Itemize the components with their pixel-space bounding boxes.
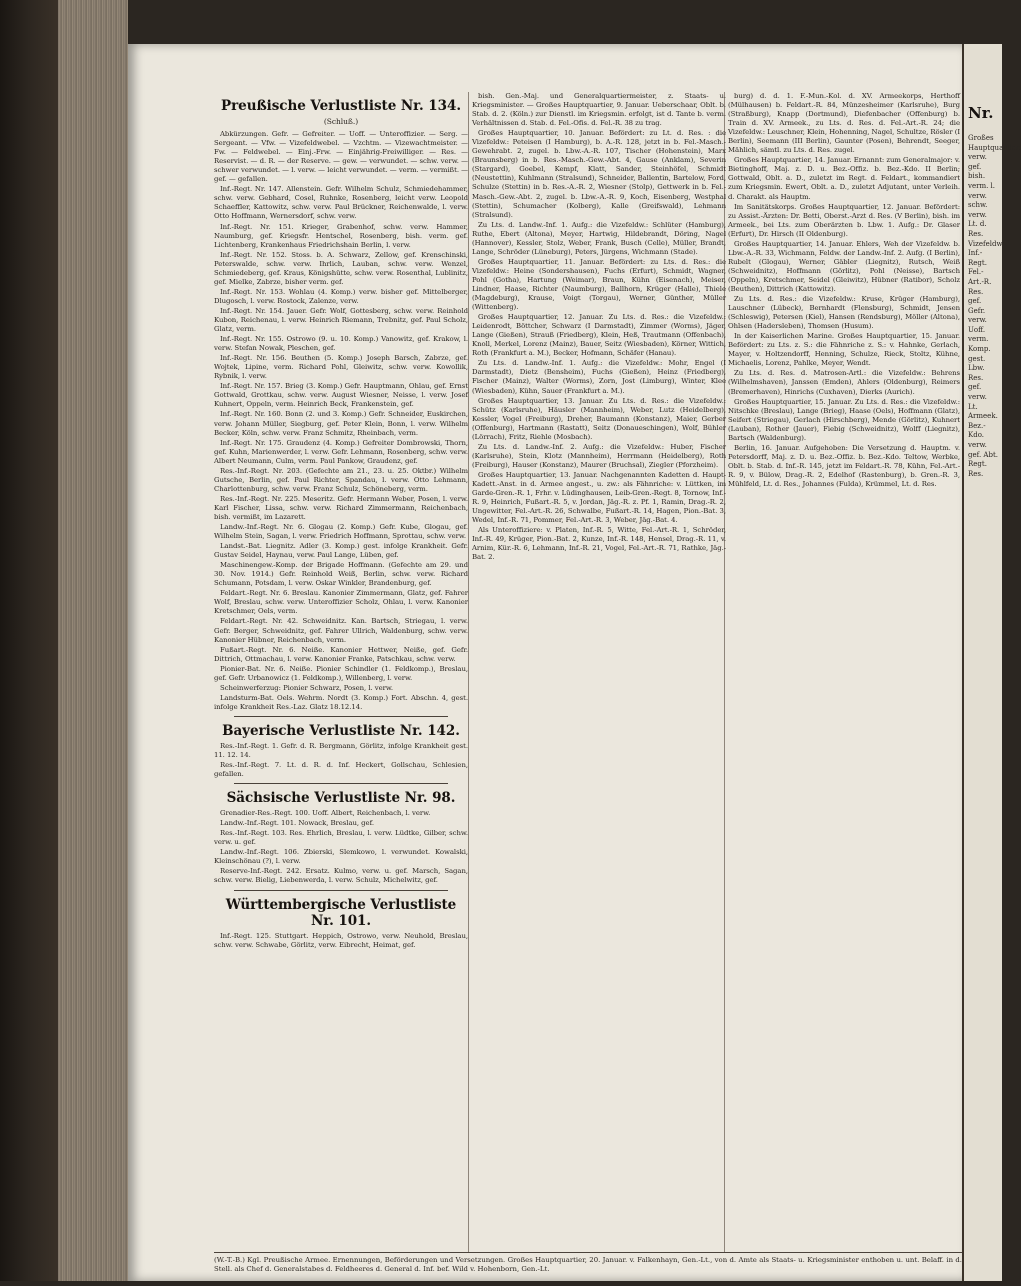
page-stack-edge — [58, 0, 128, 1281]
book-spine — [0, 0, 58, 1281]
list-item: Als Unteroffiziere: v. Platen, Inf.-R. 5, Witte, Fel.-Art.-R. 1, Schröder, Inf.-R. 49, Krüger, Pion.-Bat. 2, Kunze, Inf.-R. 148, Hensel, Drag.-R. 11, v. Arnim, Kür.-R. 6, Lehmann, Inf.-R. 21, Vogel, Fel.-Art.-R. 71, Rathke, Jäg.-Bat. 2. — [472, 526, 726, 562]
list-item: Inf.-Regt. 125. Stuttgart. Heppich, Ostrowo, verw. Neuhold, Breslau, schw. verw. Schwabe, Görlitz, verw. Eibrecht, Heimat, gef. — [214, 931, 468, 949]
column-middle — [472, 92, 726, 1242]
list-item: Großes Hauptquartier, 10. Januar. Befördert: zu Lt. d. Res. : die Vizefeldw.: Peteisen (I Hamburg), b. A.-R. 128, jetzt in b. Fel.-Masch.-Gewehrabt. 2, zugel. b. Lbw.-A.-R. 107, Tischer (Hohenstein), Marx (Braunsberg) in b. Res.-Masch.-Gew.-Abt. 4, Gause (Anklam), Severin (Stargard), Goebel, Kempf, Klatt, Sander, Steinhöfel, Schmidt (Neustettin), Kuhlmann (Stralsund), Schneider, Ballentin, Bartelow, Ford, Schulze (Stettin) in b. Res.-A.-R. 2, Wiesner (Stolp), Gettwerk in b. Fel.-Masch.-Gew.-Abt. 2, zugel. b. Lbw.-A.-R. 9, Koch, Eisenberg, Westphal (Stettin), Schumacher (Kolberg), Kalle (Greifswald), Lehmann (Stralsund). — [472, 129, 726, 219]
list-item: In der Kaiserlichen Marine. Großes Hauptquartier, 15. Januar. Befördert: zu Lts. z. S.: die Fähnriche z. S.: v. Hahnke, Gerlach, Mayer, v. Holtzendorff, Henning, Schulze, Rieck, Stoltz, Kühne, Michaelis, Lorenz, Pahlke, Meyer, Wendt. — [728, 332, 960, 368]
next-page-title: Nr. — [968, 104, 994, 122]
list-item: Zu Lts. d. Res. d. Matrosen-Artl.: die Vizefeldw.: Behrens (Wilhelmshaven), Janssen (Emden), Ahlers (Oldenburg), Reimers (Bremerhaven), Hinrichs (Cuxhaven), Dierks (Aurich). — [728, 369, 960, 396]
list-item: Inf.-Regt. Nr. 157. Brieg (3. Komp.) Gefr. Hauptmann, Ohlau, gef. Ernst Gottwald, Grottkau, schw. verw. August Wiesner, Neisse, l. verw. Josef Kuhnert, Oppeln, verm. Heinrich Beck, Frankenstein, gef. — [214, 382, 468, 409]
list-item: Res.-Inf.-Regt. Nr. 225. Meseritz. Gefr. Hermann Weber, Posen, l. verw. Karl Fischer, Lissa, schw. verw. Richard Zimmermann, Reichenbach, bish. vermißt, im Lazarett. — [214, 494, 468, 521]
list-item: Landw.-Inf.-Regt. Nr. 6. Glogau (2. Komp.) Gefr. Kube, Glogau, gef. Wilhelm Stein, Sagan, l. verw. Friedrich Hoffmann, Sprottau, schw. verw. — [214, 523, 468, 541]
list-item: Res.-Inf.-Regt. 1. Gefr. d. R. Bergmann, Görlitz, infolge Krankheit gest. 11. 12. 14. — [214, 741, 468, 759]
list-item: Reserve-Inf.-Regt. 242. Ersatz. Kulmo, verw. u. gef. Marsch, Sagan, schw. verw. Bielig, Liebenwerda, l. verw. Schulz, Michelwitz, gef. — [214, 867, 468, 885]
column-divider — [468, 92, 469, 1252]
list-item: Berlin, 16. Januar. Aufgehoben: Die Versetzung d. Hauptm. v. Petersdorff, Maj. z. D. u. Bez.-Offiz. b. Bez.-Kdo. Teltow, Werbke, Oblt. b. Stab. d. Inf.-R. 145, jetzt im Feldart.-R. 78, Kühn, Fel.-Art.-R. 9, v. Bülow, Drag.-R. 2, Edelhof (Rastenburg), b. Gren.-R. 3, Mühlfeld, Lt. d. Res., Johannes (Fulda), Krümmel, Lt. d. Res. — [728, 443, 960, 488]
list-item: Zu Lts. d. Landw.-Inf. 2. Aufg.: die Vizefeldw.: Huber, Fischer (Karlsruhe), Stein, Klotz (Mannheim), Herrmann (Heidelberg), Roth (Freiburg), Hauser (Konstanz), Maurer (Bruchsal), Ziegler (Pforzheim). — [472, 442, 726, 469]
title-prussian-134: Preußische Verlustliste Nr. 134. — [221, 98, 461, 114]
section-rule — [234, 716, 448, 717]
list-item: burg) d. d. 1. F.-Mun.-Kol. d. XV. Armeekorps, Herthoff (Mülhausen) b. Feldart.-R. 84, Münzesheimer (Karlsruhe), Burg (Straßburg), Knapp (Dortmund), Diefenbacher (Offenburg) b. Train d. XV. Armeek., zu Lts. d. Res. d. Fel.-Art.-R. 24; die Vizefeldw.: Leuschner, Klein, Hohenning, Nagel, Schultze, Rösler (I Berlin), Seemann (III Berlin), Gaunter (Posen), Behrendt, Seeger, Mählich, sämtl. zu Lts. d. Res. zugel. — [728, 92, 961, 155]
list-item: Res.-Inf.-Regt. 7. Lt. d. R. d. Inf. Heckert, Gollschau, Schlesien, gefallen. — [214, 761, 468, 779]
list-item: Großes Hauptquartier, 14. Januar. Ehlers, Weh der Vizefeldw. b. Lbw.-A.-R. 33, Wichmann, Feldw. der Landw.-Inf. 2. Aufg. (I Berlin), Rubelt (Glogau), Werner, Gäbler (Liegnitz), Rutsch, Weiß (Schweidnitz), Hoffmann (Görlitz), Pohl (Neisse), Bartsch (Oppeln), Kretschmer, Seidel (Gleiwitz), Hübner (Ratibor), Scholz (Beuthen), Dittrich (Kattowitz). — [728, 239, 960, 293]
list-item: Inf.-Regt. Nr. 155. Ostrowo (9. u. 10. Komp.) Vanowitz, gef. Krakow, l. verw. Stefan Nowak, Pleschen, gef. — [214, 335, 468, 353]
list-item: Landw.-Inf.-Regt. 101. Nowack, Breslau, gef. — [220, 819, 374, 828]
newspaper-page — [128, 44, 962, 1281]
list-item: Feldart.-Regt. Nr. 6. Breslau. Kanonier Zimmermann, Glatz, gef. Fahrer Wolf, Breslau, schw. verw. Unteroffizier Scholz, Ohlau, l. verw. Kanonier Kretschmer, Oels, verm. — [214, 589, 468, 616]
list-item: Zu Lts. d. Res.: die Vizefeldw.: Kruse, Krüger (Hamburg), Lauschner (Lübeck), Bernhardt (Flensburg), Schmidt, Jensen (Schleswig), Petersen (Kiel), Hansen (Rendsburg), Möller (Altona), Ohlsen (Hadersleben), Thomsen (Husum). — [728, 295, 960, 331]
list-item: Landst.-Bat. Liegnitz. Adler (3. Komp.) gest. infolge Krankheit. Gefr. Gustav Seidel, Haynau, verw. Paul Lange, Lüben, gef. — [214, 542, 468, 560]
list-item: Fußart.-Regt. Nr. 6. Neiße. Kanonier Hettwer, Neiße, gef. Gefr. Dittrich, Ottmachau, l. verw. Kanonier Franke, Patschkau, schw. verw. — [214, 645, 468, 663]
list-item: Inf.-Regt. Nr. 153. Wohlau (4. Komp.) verw. bisher gef. Mittelberger, Dlugosch, l. verw. Rostock, Zalenze, verw. — [214, 287, 468, 305]
list-item: Abkürzungen. Gefr. — Gefreiter. — Uoff. — Unteroffizier. — Serg. — Sergeant. — Vfw. — Vizefeldwebel. — Vzchtm. — Vizewachtmeister. — Fw. — Feldwebel. — Einj.-Frw. — Einjährig-Freiwilliger. — Res. — Reservist. — d. R. — der Reserve. — gew. — verwundet. — schw. verw. — schwer verwundet. — l. verw. — leicht verwundet. — verm. — vermißt. — gef. — gefallen. — [214, 130, 468, 184]
list-item: Scheinwerferzug: Pionier Schwarz, Posen, l. verw. — [220, 683, 394, 692]
section-rule — [234, 890, 448, 891]
list-item: Großes Hauptquartier, 13. Januar. Zu Lts. d. Res.: die Vizefeldw.: Schütz (Karlsruhe), Häusler (Mannheim), Weber, Lutz (Heidelberg), Kessler, Vogel (Freiburg), Dreher, Baumann (Konstanz), Maier, Gerber (Offenburg), Hartmann (Rastatt), Seitz (Donaueschingen), Wolf, Bühler (Lörrach), Fritz, Riehle (Mosbach). — [472, 396, 726, 441]
column-left — [214, 92, 468, 1242]
list-item: Zu Lts. d. Landw.-Inf. 1. Aufg.: die Vizefeldw.: Schlüter (Hamburg), Ruthe, Ebert (Altona), Meyer, Hartwig, Hildebrandt, Döring, Nagel (Hannover), Kessler, Stolz, Weber, Frank, Busch (Celle), Müller, Brandt, Lange, Schröder (Lüneburg), Peters, Jürgens, Wichmann (Stade). — [472, 220, 726, 256]
column-right — [728, 92, 960, 1242]
list-item: Großes Hauptquartier, 14. Januar. Ernannt: zum Generalmajor: v. Bietinghoff, Maj. z. D. u. Bez.-Offiz. b. Bez.-Kdo. II Berlin; Gottwald, Oblt. a. D., zuletzt im Regt. d. Feldart., kommandiert zum Kriegsmin. Ewert, Oblt. a. D., zuletzt Adjutant, unter Verleih. d. Charakt. als Hauptm. — [728, 156, 960, 201]
title-bavarian-142: Bayerische Verlustliste Nr. 142. — [222, 722, 460, 739]
list-item: Zu Lts. d. Landw.-Inf. 1. Aufg.: die Vizefeldw.: Mohr, Engel (I Darmstadt), Dietz (Bensheim), Fuchs (Gießen), Heinz (Friedberg), Fischer (Mainz), Walter (Worms), Zorn, Jost (Limburg), Winter, Klee (Wiesbaden), Kühn, Sauer (Frankfurt a. M.). — [472, 359, 726, 395]
list-item: Großes Hauptquartier, 15. Januar. Zu Lts. d. Res.: die Vizefeldw.: Nitschke (Breslau), Lange (Brieg), Haase (Oels), Hoffmann (Glatz), Seifert (Striegau), Gerlach (Hirschberg), Mende (Görlitz), Kuhnert (Lauban), Rother (Jauer), Fiebig (Schweidnitz), Wolff (Liegnitz), Bartsch (Waldenburg). — [728, 397, 960, 442]
list-item: Maschinengew.-Komp. der Brigade Hoffmann. (Gefechte am 29. und 30. Nov. 1914.) Gefr. Reinhold Weiß, Berlin, schw. verw. Richard Schumann, Potsdam, l. verw. Oskar Winkler, Brandenburg, gef. — [214, 561, 468, 588]
list-item: Feldart.-Regt. Nr. 42. Schweidnitz. Kan. Bartsch, Striegau, l. verw. Gefr. Berger, Schweidnitz, gef. Fahrer Ullrich, Waldenburg, schw. verw. Kanonier Hübner, Reichenbach, verm. — [214, 617, 468, 644]
list-item: Res.-Inf.-Regt. 103. Res. Ehrlich, Breslau, l. verw. Lüdtke, Gilber, schw. verw. u. gef. — [214, 829, 468, 847]
section-rule — [234, 783, 448, 784]
footer-announcement: (W.-T.-B.) Kgl. Preußische Armee. Ernennungen, Beförderungen und Versetzungen. Großes Hauptquartier, 20. Januar. v. Falkenhayn, Gen.-Lt., von d. Amte als Staats- u. Kriegsminister enthoben u. unt. Belaff. in d. Stell. als Chef d. Generalstabes d. Feldheeres d. General d. Inf. bef. Wild v. Hohenborn, Gen.-Lt. — [214, 1252, 962, 1286]
list-item: Inf.-Regt. Nr. 156. Beuthen (5. Komp.) Joseph Barsch, Zabrze, gef. Wojtek, Lipine, verm. Richard Pohl, Gleiwitz, schw. verw. Kowollik, Rybnik, l. verw. — [214, 354, 468, 381]
list-item: Inf.-Regt. Nr. 160. Bonn (2. und 3. Komp.) Gefr. Schneider, Euskirchen, verw. Johann Müller, Siegburg, gef. Peter Klein, Bonn, l. verw. Wilhelm Becker, Köln, schw. verw. Franz Schmitz, Rheinbach, verm. — [214, 410, 468, 437]
list-item: Landsturm-Bat. Oels. Wehrm. Nordt (3. Komp.) Fort. Abschn. 4, gest. infolge Krankheit Res.-Laz. Glatz 18.12.14. — [214, 693, 468, 711]
subtitle-conclusion: (Schluß.) — [323, 117, 359, 126]
list-item: Res.-Inf.-Regt. Nr. 203. (Gefechte am 21., 23. u. 25. Oktbr.) Wilhelm Gutsche, Berlin, gef. Paul Richter, Spandau, l. verw. Otto Lehmann, Charlottenburg, schw. verw. Franz Schulz, Schöneberg, verm. — [214, 466, 468, 493]
title-wuerttemberg-101: Württembergische Verlustliste Nr. 101. — [225, 896, 457, 929]
next-page-text: Großes Hauptquartier. verw. gef. bish. verm. l. verw. schw. verw. Lt. d. Res. Vizefeldw. Inf.-Regt. Fel.-Art.-R. Res. gef. Gefr. verw. Uoff. verm. Komp. gest. Lbw. Res. gef. verw. Lt. Armeek. Bez.-Kdo. verw. gef. Abt. Regt. Res. — [968, 134, 1021, 478]
list-item: Großes Hauptquartier, 12. Januar. Zu Lts. d. Res.: die Vizefeldw.: Leidenrodt, Böttcher, Schwarz (I Darmstadt), Zimmer (Worms), Jäger, Lange (Gießen), Strauß (Friedberg), Klein, Heß, Trautmann (Offenbach), Knoll, Merkel, Lorenz (Mainz), Bauer, Seitz (Wiesbaden), Körner, Wittich, Roth (Frankfurt a. M.), Becker, Hofmann, Schäfer (Hanau). — [472, 313, 726, 358]
list-item: Inf.-Regt. Nr. 154. Jauer. Gefr. Wolf, Gottesberg, schw. verw. Reinhold Kubon, Reichenau, l. verw. Heinrich Riemann, Trebnitz, gef. Paul Scholz, Glatz, verm. — [214, 306, 468, 334]
list-item: Im Sanitätskorps. Großes Hauptquartier, 12. Januar. Befördert: zu Assist.-Ärzten: Dr. Betti, Oberst.-Arzt d. Res. (V Berlin), bish. im Armeek., bei Lts. zum Oberärzten b. Lbw. 1. Aufg.: Dr. Glaser (Erfurt), Dr. Hirsch (II Oldenburg). — [728, 202, 960, 238]
list-item: Inf.-Regt. Nr. 175. Graudenz (4. Komp.) Gefreiter Dombrowski, Thorn, gef. Kuhn, Marienwerder, l. verw. Gefr. Lehmann, Rosenberg, schw. verw. Albert Neumann, Culm, verm. Paul Pankow, Graudenz, gef. — [214, 438, 468, 465]
list-item: Inf.-Regt. Nr. 152. Stoss. b. A. Schwarz, Zellow, gef. Krenschinski, Peterswalde, schw. verw. Ihrlich, Lauban, schw. verw. Wenzel, Schmiedeberg, gef. Kraus, Königshütte, schw. verw. Rosenthal, Lublinitz, gef. Mielke, Zabrze, bisher verm. gef. — [214, 250, 468, 286]
list-item: bish. Gen.-Maj. und Generalquartiermeister, z. Staats- u. Kriegsminister. — Großes Hauptquartier, 9. Januar. Ueberschaar, Oblt. b. Stab. d. 2. (Köln.) zur Dienstl. im Kriegsmin. erfolgt, ist d. Tante b. verm. Verhältnissen d. Stab. d. Fel.-Ofis. d. Fel.-R. 38 zu trag. — [472, 92, 726, 128]
title-saxon-98: Sächsische Verlustliste Nr. 98. — [226, 790, 456, 807]
list-item: Landw.-Inf.-Regt. 106. Zbierski, Slemkowo, l. verwundet. Kowalski, Kleinschönau (?), l. verw. — [214, 848, 468, 866]
list-item: Grenadier-Res.-Regt. 100. Uoff. Albert, Reichenbach, l. verw. — [220, 809, 431, 818]
next-page-edge — [962, 44, 1021, 1281]
list-item: Pionier-Bat. Nr. 6. Neiße. Pionier Schindler (1. Feldkomp.), Breslau, gef. Gefr. Urbanowicz (1. Feldkomp.), Willenberg, l. verw. — [214, 664, 468, 682]
list-item: Inf.-Regt. Nr. 151. Krieger, Grabenhof, schw. verw. Hammer, Naumburg, gef. Kriegsfr. Hentschel, Rosenberg, bish. verm. gef. Lichtenberg, Krankenhaus Friedrichshain Berlin, l. verw. — [214, 222, 468, 249]
prussian-list — [214, 130, 468, 712]
list-item: Inf.-Regt. Nr. 147. Allenstein. Gefr. Wilhelm Schulz, Schmiedehammer, schw. verw. Gebhard, Cosel, Ruhnke, Rosenberg, leicht verw. Leopold Schaeffler, Kattowitz, schw. verw. Paul Brückner, Reichenwalde, l. verw. Otto Hoffmann, Wernersdorf, schw. verw. — [214, 185, 468, 221]
list-item: Großes Hauptquartier, 11. Januar. Befördert: zu Lts. d. Res.: die Vizefeldw.: Heine (Sondershausen), Fuchs (Erfurt), Schmidt, Wagner, Pohl (Gotha), Hartung (Weimar), Braun, Kühn (Eisenach), Meiser, Lindner, Haase, Richter (Naumburg), Ballhorn, Krüger (Halle), Thiele (Magdeburg), Krause, Voigt (Torgau), Werner, Günther, Müller (Wittenberg). — [472, 257, 726, 312]
list-item: Großes Hauptquartier, 13. Januar. Nachgenannten Kadetten d. Haupt-Kadett.-Anst. in d. Armee angest., u. zw.: als Fähnriche: v. Lüttken, im Garde-Gren.-R. 1, Frhr. v. Lüdinghausen, Leib-Gren.-Regt. 8, Tornow, Inf.-R. 9, Heinrich, Fußart.-R. 5, v. Jordan, Jäg.-R. z. Pf. 1, Ramin, Drag.-R. 2, Ungewitter, Fel.-Art.-R. 26, Schwalbe, Fußart.-R. 14, Hagen, Pion.-Bat. 3, Wedel, Inf.-R. 71, Pommer, Fel.-Art.-R. 3, Weber, Jäg.-Bat. 4. — [472, 470, 726, 525]
